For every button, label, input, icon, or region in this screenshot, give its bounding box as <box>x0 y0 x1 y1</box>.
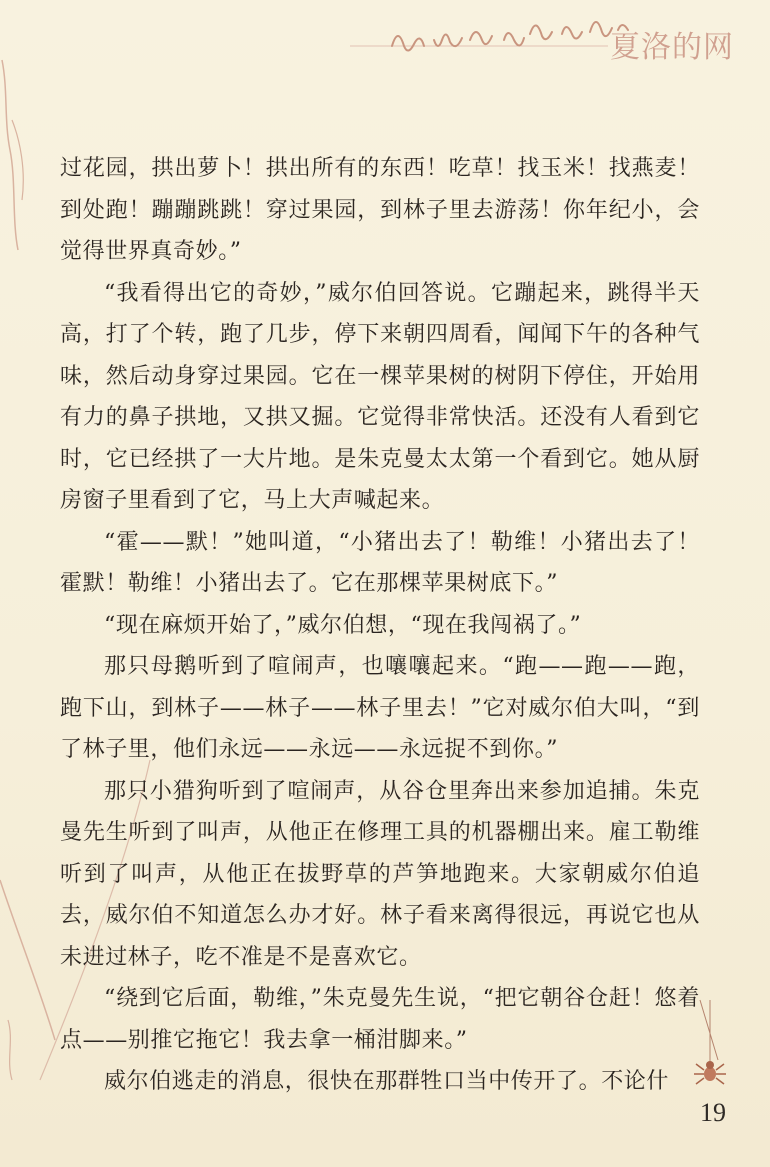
paragraph: “绕到它后面，勒维，”朱克曼先生说，“把它朝谷仓赶！悠着点——别推它拖它！我去拿一桶泔脚来。” <box>60 986 700 1053</box>
spider-icon <box>690 1000 730 1090</box>
paragraph: “霍——默！”她叫道，“小猪出去了！勒维！小猪出去了！霍默！勒维！小猪出去了。它在那棵苹果树底下。” <box>60 529 700 596</box>
paragraph: 那只小猎狗听到了喧闹声，从谷仓里奔出来参加追捕。朱克曼先生听到了叫声，从他正在修理工具的机器棚出来。雇工勒维听到了叫声，从他正在拔野草的芦笋地跑来。大家朝威尔伯追去，威尔伯不知道怎么办才好。林子看来离得很远，再说它也从未进过林子，吃不准是不是喜欢它。 <box>60 778 700 970</box>
book-title: 夏洛的网 <box>610 30 734 65</box>
paragraph: 那只母鹅听到了喧闹声，也嚷嚷起来。“跑——跑——跑，跑下山，到林子——林子——林子里去！”它对威尔伯大叫，“到了林子里，他们永远——永远——永远捉不到你。” <box>60 654 700 762</box>
paragraph: “我看得出它的奇妙，”威尔伯回答说。它蹦起来，跳得半天高，打了个转，跑了几步，停下来朝四周看，闻闻下午的各种气味，然后动身穿过果园。它在一棵苹果树的树阴下停住，开始用有力的鼻子拱地，又拱又掘。它觉得非常快活。还没有人看到它时，它已经拱了一大片地。是朱克曼太太第一个看到它。她从厨房窗子里看到了它，马上大声喊起来。 <box>60 280 700 513</box>
paragraph: 过花园，拱出萝卜！拱出所有的东西！吃草！找玉米！找燕麦！到处跑！蹦蹦跳跳！穿过果园，到林子里去游荡！你年纪小，会觉得世界真奇妙。” <box>60 156 700 264</box>
paragraph: 威尔伯逃走的消息，很快在那群牲口当中传开了。不论什 <box>104 1069 670 1094</box>
chapter-text <box>60 148 700 1103</box>
paragraph: “现在麻烦开始了，”威尔伯想，“现在我闯祸了。” <box>104 612 582 638</box>
page-number: 19 <box>700 1098 726 1127</box>
